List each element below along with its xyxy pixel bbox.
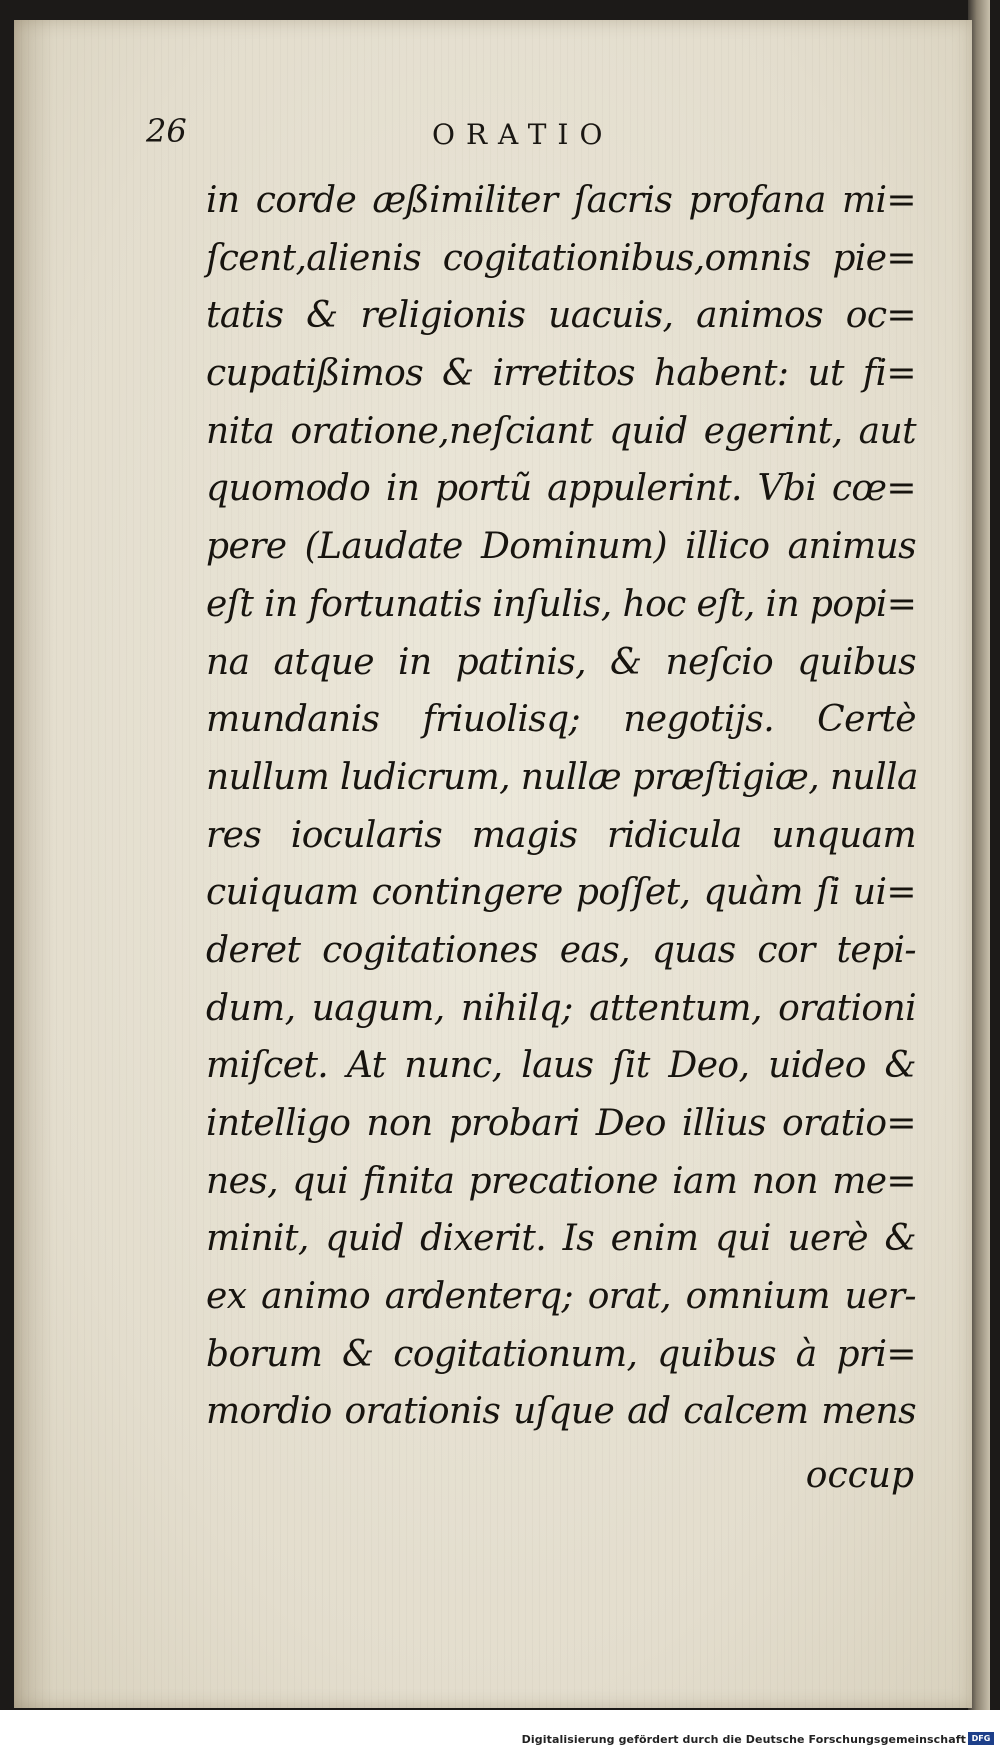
text-line: deret cogitationes eas, quas cor tepi- [206,929,916,971]
text-line: mordio orationis uſque ad calcem mens [206,1391,916,1433]
text-line: nullum ludicrum, nullæ præſtigiæ, nulla [206,756,918,798]
text-line: pere (Laudate Dominum) illico animus [206,526,916,568]
text-line: dum, uagum, nihilq; attentum, orationi [206,987,916,1029]
running-head: ORATIO [432,118,614,151]
text-line: in corde æßimiliter ſacris profana mi= [206,180,916,221]
digitization-credit: Digitalisierung gefördert durch die Deutsche Forschungsgemeinschaft [521,1733,966,1746]
text-line: res iocularis magis ridicula unquam [206,814,916,856]
text-line: nes, qui finita precatione iam non me= [206,1160,916,1202]
text-line: na atque in patinis, & neſcio quibus [206,641,916,683]
text-line: intelligo non probari Deo illius oratio= [206,1103,916,1144]
text-line: nita oratione,neſciant quid egerint, aut [206,410,916,452]
text-line: miſcet. At nunc, laus ſit Deo, uideo & [206,1045,916,1087]
text-line: cuiquam contingere poſſet, quàm ſi ui= [206,872,916,914]
text-line: ſcent,alienis cogitationibus,omnis pie= [206,237,916,279]
text-line: borum & cogitationum, quibus à pri= [206,1333,916,1375]
text-line: mundanis friuolisq; negotijs. Certè [206,699,916,741]
text-line: eſt in fortunatis inſulis, hoc eſt, in popi= [206,583,917,625]
text-line: cupatißimos & irretitos habent: ut fi= [206,353,916,395]
text-line: quomodo in portũ appulerint. Vbi cœ= [206,468,916,510]
page-number: 26 [146,112,187,150]
text-line: minit, quid dixerit. Is enim qui uerè & [206,1218,916,1260]
catchword: occup [805,1455,914,1496]
dfg-logo: DFG [968,1732,994,1745]
text-line: ex animo ardenterq; orat, omnium uer- [206,1276,916,1318]
body-text [206,172,916,1441]
gutter-shadow [14,20,54,1708]
text-line: tatis & religionis uacuis, animos oc= [206,295,916,337]
